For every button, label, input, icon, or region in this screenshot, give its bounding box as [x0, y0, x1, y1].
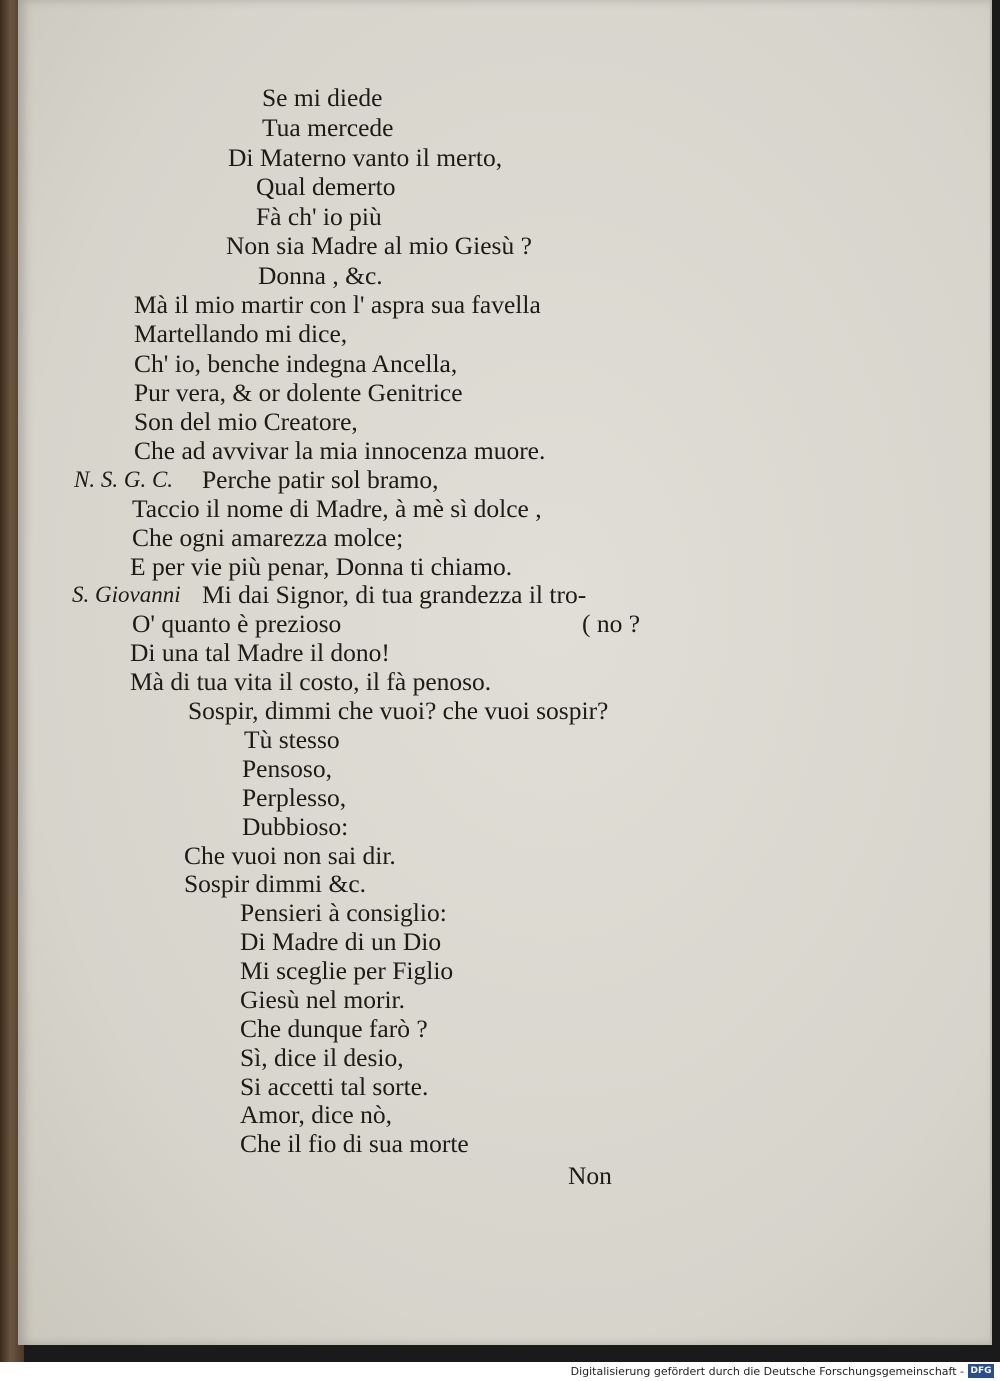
verse-line: Di Materno vanto il merto,: [228, 143, 503, 172]
verse-line: Di una tal Madre il dono!: [130, 638, 390, 667]
verse-line: Che il fio di sua morte: [240, 1129, 469, 1158]
verse-line: Sospir dimmi &c.: [184, 869, 367, 898]
verse-line: Ch' io, benche indegna Ancella,: [134, 349, 458, 378]
verse-line: Dubbioso:: [242, 812, 349, 841]
dfg-logo-icon: DFG: [968, 1364, 994, 1378]
verse-line: Sospir, dimmi che vuoi? che vuoi sospir?: [188, 696, 609, 725]
verse-line: Si accetti tal sorte.: [240, 1072, 429, 1101]
verse-line: Martellando mi dice,: [134, 319, 348, 348]
verse-line: Tua mercede: [262, 113, 394, 142]
verse-line: Che ad avvivar la mia innocenza muore.: [134, 436, 546, 465]
verse-line: Tù stesso: [244, 725, 340, 754]
verse-line: Donna , &c.: [258, 261, 383, 290]
verse-line: Se mi diede: [262, 83, 383, 112]
verse-line: Giesù nel morir.: [240, 985, 406, 1014]
verse-line: Pur vera, & or dolente Genitrice: [134, 378, 463, 407]
verse-line: Mi dai Signor, di tua grandezza il tro-: [202, 580, 587, 609]
verse-line: Perche patir sol bramo,: [202, 465, 439, 494]
verse-line-turnover: ( no ?: [582, 609, 641, 638]
speaker-label: N. S. G. C.: [74, 467, 174, 492]
verse-line: Mi sceglie per Figlio: [240, 956, 454, 985]
footer-credit: Digitalisierung gefördert durch die Deutsche Forschungsgemeinschaft -: [570, 1365, 964, 1378]
speaker-label: S. Giovanni: [72, 582, 181, 607]
verse-line: Mà di tua vita il costo, il fà penoso.: [130, 667, 492, 696]
book-page: [18, 0, 992, 1345]
verse-line: Mà il mio martir con l' aspra sua favella: [134, 290, 541, 319]
verse-line: Qual demerto: [256, 172, 396, 201]
verse-line: Fà ch' io più: [256, 202, 382, 231]
verse-line: Che vuoi non sai dir.: [184, 841, 396, 870]
verse-line: Di Madre di un Dio: [240, 927, 442, 956]
verse-line: Che ogni amarezza molce;: [132, 523, 404, 552]
verse-line: Pensieri à consiglio:: [240, 898, 447, 927]
verse-line: Perplesso,: [242, 783, 347, 812]
verse-line: Taccio il nome di Madre, à mè sì dolce ,: [132, 494, 542, 523]
verse-line: O' quanto è prezioso: [132, 609, 342, 638]
verse-line: Sì, dice il desio,: [240, 1043, 404, 1072]
verse-line: Che dunque farò ?: [240, 1014, 428, 1043]
catchword: Non: [568, 1161, 612, 1190]
verse-line: Pensoso,: [242, 754, 332, 783]
verse-line: Son del mio Creatore,: [134, 407, 358, 436]
verse-line: Amor, dice nò,: [240, 1100, 392, 1129]
verse-line: Non sia Madre al mio Giesù ?: [226, 231, 532, 260]
verse-line: E per vie più penar, Donna ti chiamo.: [130, 552, 513, 581]
